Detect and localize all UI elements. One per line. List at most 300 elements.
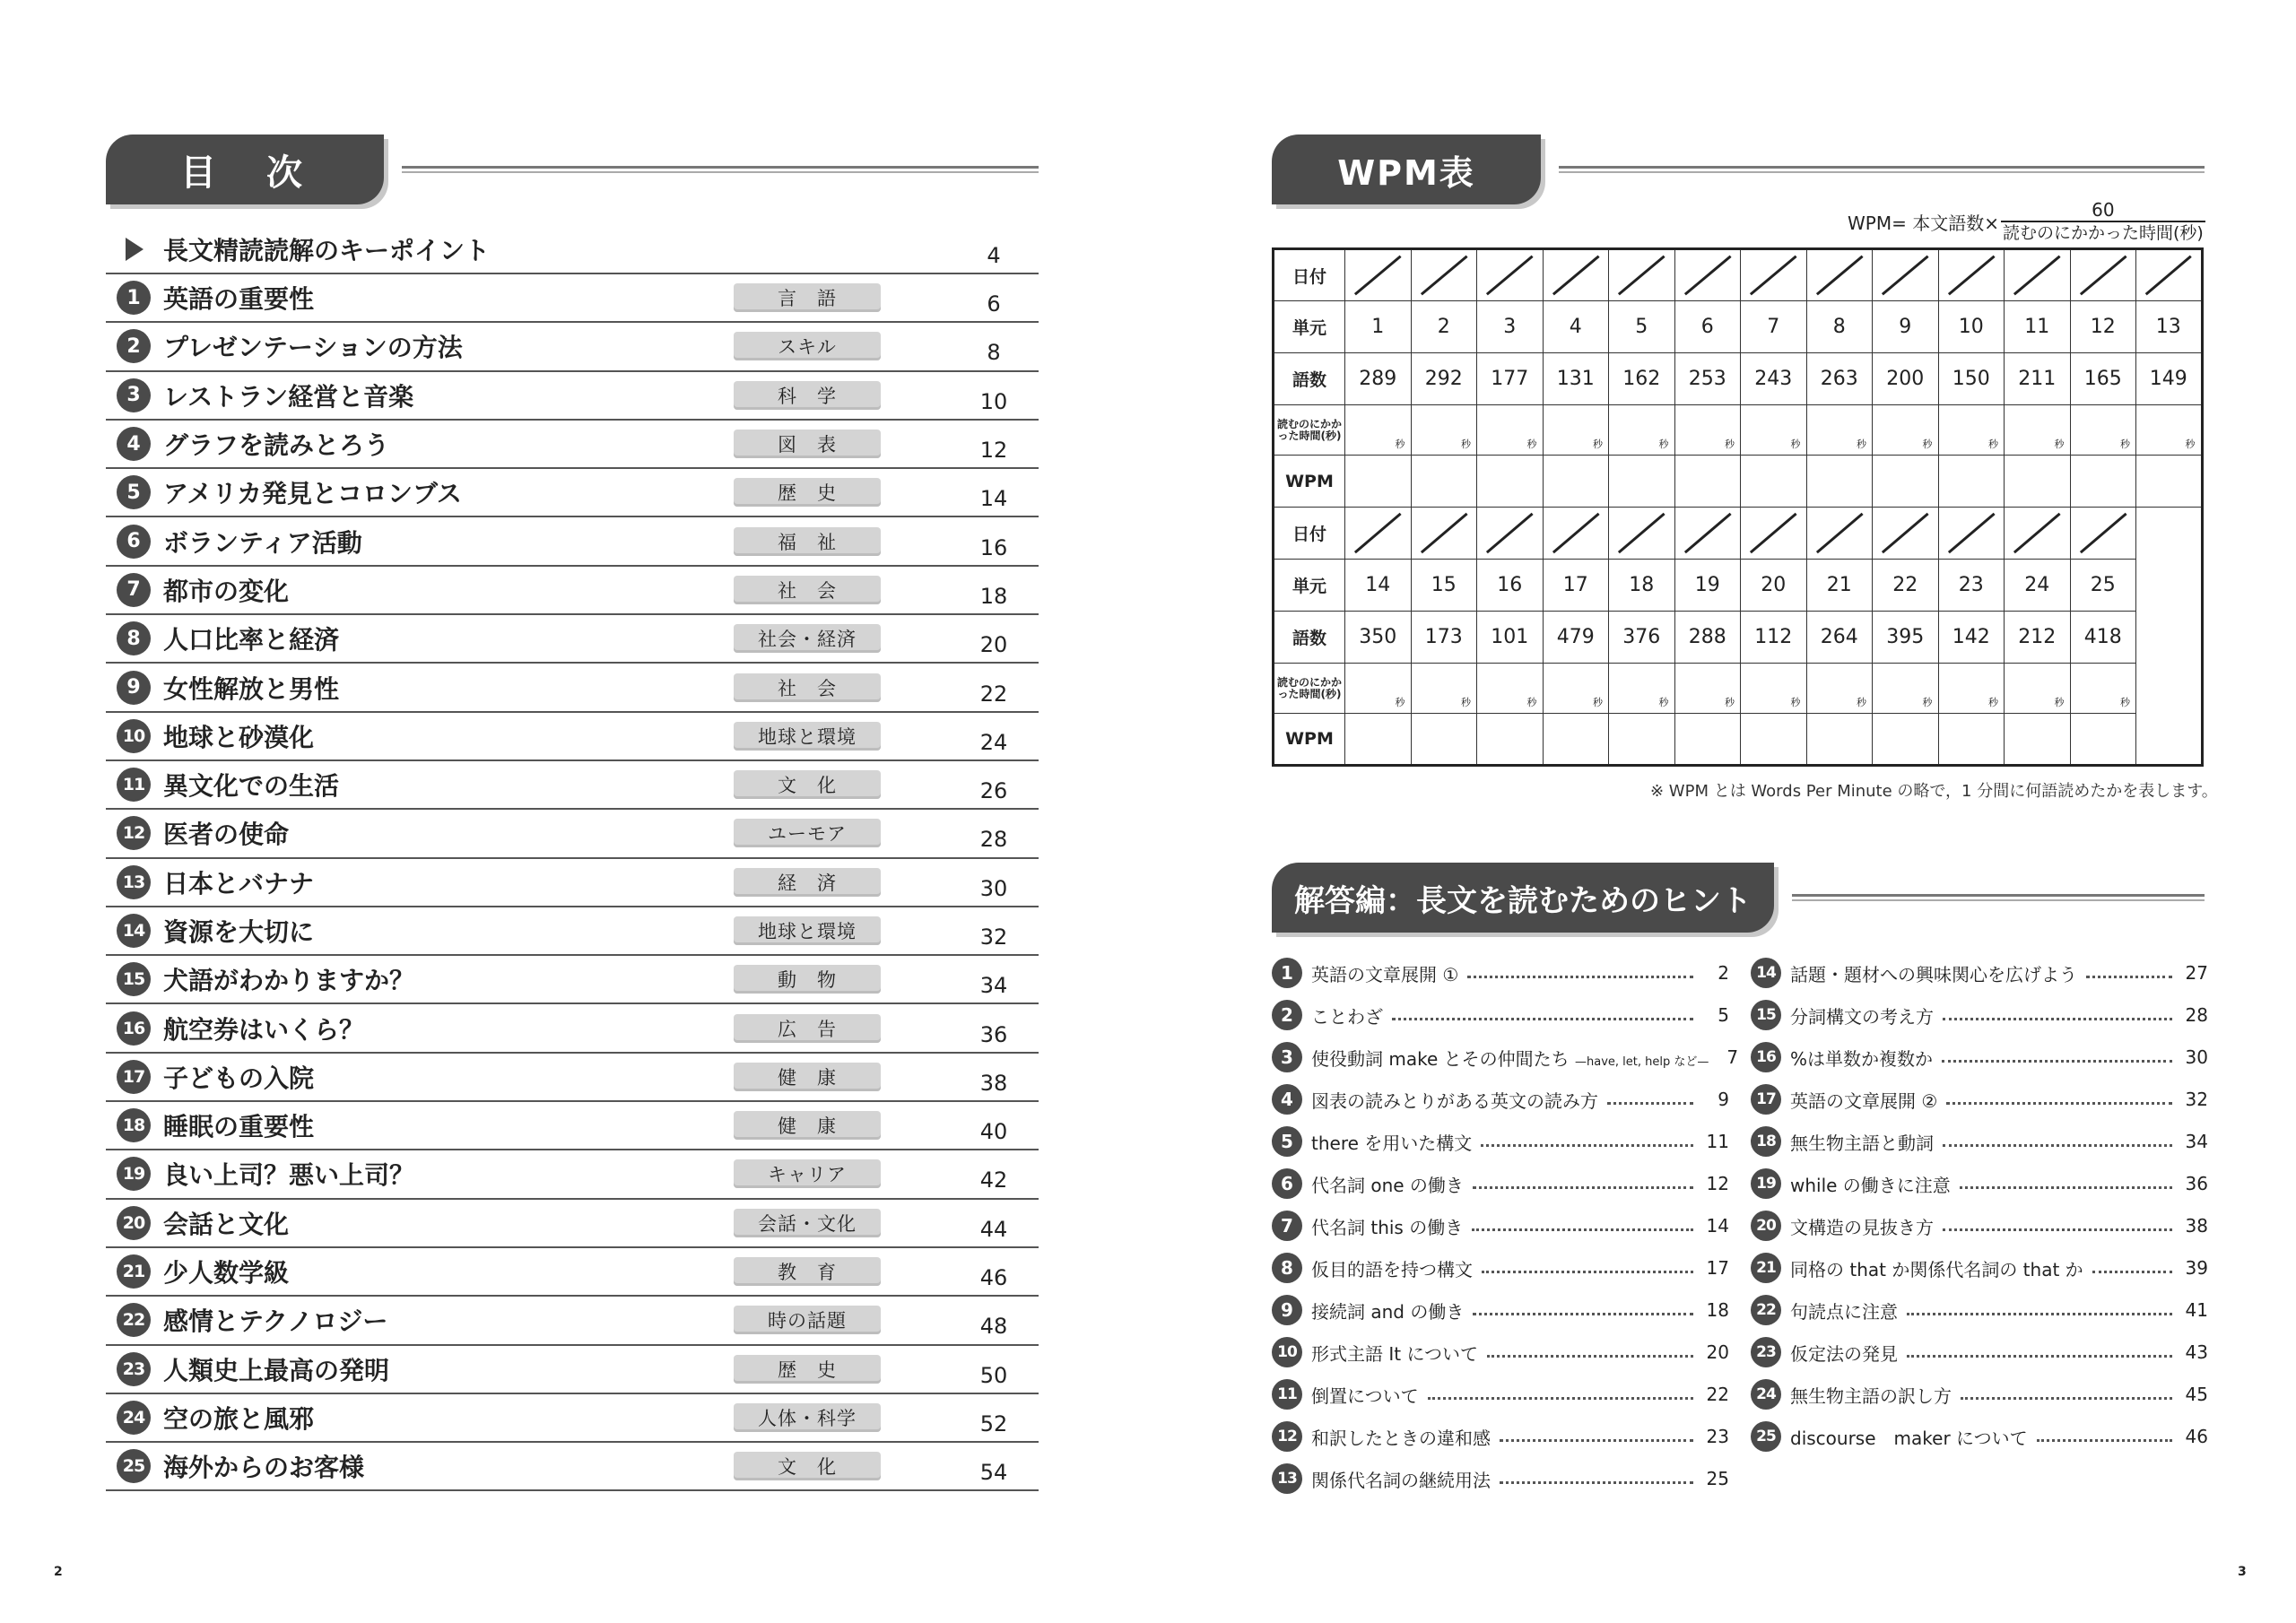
leader-dots: [1943, 1010, 2172, 1020]
toc-row[interactable]: [106, 1004, 1039, 1053]
toc-item-page: 48: [979, 1314, 1008, 1340]
unit-number-badge: 13: [117, 865, 151, 899]
toc-item-tag: 文 化: [734, 770, 881, 799]
date-cell[interactable]: [1609, 508, 1675, 560]
seconds-label: 秒: [1725, 697, 1735, 708]
hint-text-main: 倒置について: [1311, 1384, 1419, 1407]
hint-item[interactable]: [1751, 1079, 2208, 1120]
hint-number-badge: 21: [1751, 1253, 1781, 1283]
hint-page: 41: [2185, 1299, 2208, 1321]
date-cell[interactable]: [1411, 508, 1477, 560]
toc-row[interactable]: [106, 956, 1039, 1004]
unit-number-badge: 16: [117, 1011, 151, 1046]
wpm-row-date: [1274, 508, 2203, 560]
toc-header: [106, 135, 1039, 204]
wpm-cell[interactable]: [1806, 714, 1873, 766]
time-cell[interactable]: [1873, 664, 1939, 714]
toc-item-page: 42: [979, 1167, 1008, 1193]
toc-row[interactable]: [106, 1054, 1039, 1102]
wpm-cell[interactable]: [1806, 456, 1873, 508]
unit-number-badge: 3: [117, 378, 151, 412]
date-cell[interactable]: [1345, 249, 1412, 301]
hint-item[interactable]: [1751, 1247, 2208, 1289]
toc-row[interactable]: [106, 1102, 1039, 1150]
hint-number-badge: 12: [1272, 1421, 1302, 1452]
hint-number-badge: 11: [1272, 1379, 1302, 1410]
unit-cell: 15: [1411, 560, 1477, 612]
toc-row[interactable]: [106, 372, 1039, 421]
date-cell[interactable]: [1345, 508, 1412, 560]
unit-cell: 10: [1938, 301, 2005, 353]
date-cell[interactable]: [2005, 508, 2071, 560]
time-cell[interactable]: [1674, 664, 1741, 714]
time-cell[interactable]: [2070, 664, 2136, 714]
toc-item-title: 犬語がわかりますか？: [163, 966, 415, 996]
hint-item[interactable]: [1272, 1374, 1729, 1415]
hint-text-main: 英語の文章展開 ①: [1311, 963, 1459, 985]
date-cell[interactable]: [1806, 249, 1873, 301]
toc-item-tag: スキル: [734, 332, 881, 360]
hint-item[interactable]: [1751, 994, 2208, 1036]
date-cell[interactable]: [1938, 249, 2005, 301]
leader-dots: [1961, 1389, 2172, 1400]
time-cell[interactable]: [1345, 405, 1412, 456]
time-cell[interactable]: [2005, 405, 2071, 456]
toc-row[interactable]: [106, 567, 1039, 615]
wpm-cell[interactable]: [2136, 456, 2203, 508]
time-cell[interactable]: [1938, 664, 2005, 714]
date-cell[interactable]: [1873, 508, 1939, 560]
wpm-row-label: 日付: [1274, 249, 1345, 301]
hint-text-main: ことわざ: [1311, 1005, 1383, 1028]
unit-cell: 19: [1674, 560, 1741, 612]
leader-dots: [1482, 1263, 1693, 1273]
wpm-row-label: WPM: [1274, 714, 1345, 766]
hint-page: 45: [2185, 1384, 2208, 1405]
hint-number-badge: 23: [1751, 1337, 1781, 1367]
wpm-cell[interactable]: [1345, 456, 1412, 508]
unit-cell: 11: [2005, 301, 2071, 353]
unit-cell: 18: [1609, 560, 1675, 612]
wpm-cell[interactable]: [1609, 714, 1675, 766]
wpm-row-unit: [1274, 301, 2203, 353]
hint-number-badge: 24: [1751, 1379, 1781, 1410]
unit-cell: 21: [1806, 560, 1873, 612]
time-cell[interactable]: [1609, 664, 1675, 714]
toc-item-title: 空の旅と風邪: [163, 1403, 315, 1434]
date-cell[interactable]: [2070, 508, 2136, 560]
hint-text: [1790, 1002, 1934, 1028]
formula-left: WPM= 本文語数×: [1848, 212, 1999, 234]
unit-number-badge: 1: [117, 281, 151, 315]
toc-row[interactable]: [106, 421, 1039, 469]
hint-item[interactable]: [1272, 1416, 1729, 1457]
wpm-row-label: 語数: [1274, 612, 1345, 664]
hint-item[interactable]: [1272, 1121, 1729, 1162]
toc-list: [106, 226, 1039, 1491]
seconds-label: 秒: [1857, 697, 1866, 708]
toc-item-tag: 社 会: [734, 576, 881, 604]
hint-item[interactable]: [1272, 1163, 1729, 1204]
hint-text-main: 和訳したときの違和感: [1311, 1427, 1491, 1449]
unit-number-badge: 15: [117, 962, 151, 996]
word-count-cell: 253: [1674, 353, 1741, 405]
date-cell[interactable]: [1411, 249, 1477, 301]
unit-number-badge: 17: [117, 1060, 151, 1094]
toc-item-title: 海外からのお客様: [163, 1453, 365, 1483]
time-cell[interactable]: [2136, 405, 2203, 456]
time-cell[interactable]: [1411, 664, 1477, 714]
hint-text-small: —have, let, help など—: [1575, 1055, 1709, 1069]
wpm-cell[interactable]: [2005, 456, 2071, 508]
date-cell[interactable]: [1741, 508, 1807, 560]
hint-text: [1311, 1340, 1478, 1366]
hint-page: 18: [1706, 1299, 1729, 1321]
time-cell[interactable]: [1477, 664, 1544, 714]
toc-item-page: 52: [979, 1410, 1008, 1436]
time-cell[interactable]: [2070, 405, 2136, 456]
hint-item[interactable]: [1272, 1332, 1729, 1373]
time-cell[interactable]: [1674, 405, 1741, 456]
unit-number-badge: 2: [117, 329, 151, 363]
hint-number-badge: 5: [1272, 1126, 1302, 1157]
date-cell[interactable]: [1741, 249, 1807, 301]
hint-text-main: 同格の that か関係代名詞の that か: [1790, 1258, 2083, 1280]
date-cell[interactable]: [1543, 508, 1609, 560]
toc-row[interactable]: [106, 1394, 1039, 1443]
word-count-cell: 112: [1741, 612, 1807, 664]
wpm-cell[interactable]: [1477, 456, 1544, 508]
toc-row[interactable]: [106, 1346, 1039, 1394]
hint-text-main: 形式主語 It について: [1311, 1342, 1479, 1365]
wpm-cell[interactable]: [1741, 456, 1807, 508]
date-cell[interactable]: [1674, 508, 1741, 560]
wpm-cell[interactable]: [1477, 714, 1544, 766]
hint-item[interactable]: [1272, 1205, 1729, 1246]
toc-row[interactable]: [106, 1443, 1039, 1491]
header-rule: [1792, 894, 2205, 901]
hint-item[interactable]: [1751, 1121, 2208, 1162]
word-count-cell: 263: [1806, 353, 1873, 405]
toc-row[interactable]: [106, 664, 1039, 712]
hint-text: [1311, 1255, 1473, 1281]
page-number-right: 3: [2238, 1565, 2247, 1579]
wpm-cell[interactable]: [1938, 714, 2005, 766]
wpm-row-wpm: [1274, 714, 2203, 766]
wpm-cell[interactable]: [1873, 714, 1939, 766]
word-count-cell: 149: [2136, 353, 2203, 405]
unit-number-badge: 25: [117, 1449, 151, 1483]
leader-dots: [1943, 1220, 2172, 1231]
hint-text-main: 使役動詞 make とその仲間たち: [1311, 1047, 1570, 1070]
hint-text: [1311, 1213, 1463, 1239]
time-cell[interactable]: [1345, 664, 1412, 714]
wpm-cell[interactable]: [1674, 456, 1741, 508]
toc-item-tag: 歴 史: [734, 478, 881, 507]
toc-item-title: 会話と文化: [163, 1209, 290, 1239]
seconds-label: 秒: [1922, 438, 1933, 450]
hint-item[interactable]: [1272, 994, 1729, 1036]
word-count-cell: 101: [1477, 612, 1544, 664]
hint-item[interactable]: [1272, 1079, 1729, 1120]
hint-item[interactable]: [1272, 952, 1729, 994]
time-cell[interactable]: [1806, 664, 1873, 714]
word-count-cell: 395: [1873, 612, 1939, 664]
seconds-label: 秒: [1593, 697, 1603, 708]
wpm-cell[interactable]: [1674, 714, 1741, 766]
hint-page: 11: [1706, 1131, 1729, 1152]
leader-dots: [1481, 1136, 1693, 1147]
date-cell[interactable]: [1674, 249, 1741, 301]
wpm-row-words: [1274, 353, 2203, 405]
toc-item-title: ボランティア活動: [163, 527, 362, 558]
toc-row[interactable]: [106, 323, 1039, 371]
time-cell[interactable]: [1543, 664, 1609, 714]
wpm-cell[interactable]: [1411, 456, 1477, 508]
hint-text: [1790, 1213, 1934, 1239]
leader-dots: [1500, 1473, 1693, 1484]
toc-item-tag: 社 会: [734, 673, 881, 702]
hint-item[interactable]: [1751, 1163, 2208, 1204]
toc-row[interactable]: [106, 859, 1039, 907]
wpm-cell[interactable]: [1543, 456, 1609, 508]
time-cell[interactable]: [1873, 405, 1939, 456]
hint-item[interactable]: [1751, 1374, 2208, 1415]
date-cell[interactable]: [1873, 249, 1939, 301]
date-cell[interactable]: [1806, 508, 1873, 560]
hint-number-badge: 25: [1751, 1421, 1781, 1452]
word-count-cell: 264: [1806, 612, 1873, 664]
hint-text: [1311, 1171, 1464, 1197]
leader-dots: [1942, 1052, 2172, 1063]
seconds-label: 秒: [1857, 438, 1866, 450]
word-count-cell: 165: [2070, 353, 2136, 405]
wpm-cell[interactable]: [2070, 714, 2136, 766]
hint-number-badge: 6: [1272, 1168, 1302, 1199]
toc-item-tag: 会話・文化: [734, 1209, 881, 1237]
time-cell[interactable]: [2005, 664, 2071, 714]
date-cell[interactable]: [1938, 508, 2005, 560]
toc-item-tag: 図 表: [734, 430, 881, 458]
toc-item-page: 36: [979, 1021, 1008, 1047]
toc-row[interactable]: [106, 469, 1039, 517]
hint-item[interactable]: [1272, 1458, 1729, 1499]
unit-number-badge: 14: [117, 914, 151, 948]
toc-item-page: 46: [979, 1265, 1008, 1291]
toc-item-page: 24: [979, 729, 1008, 755]
toc-row[interactable]: [106, 1297, 1039, 1345]
wpm-row-time: [1274, 664, 2203, 714]
word-count-cell: 350: [1345, 612, 1412, 664]
toc-row[interactable]: [106, 274, 1039, 323]
time-cell[interactable]: [1938, 405, 2005, 456]
unit-cell: 5: [1609, 301, 1675, 353]
toc-item-tag: 社会・経済: [734, 624, 881, 653]
unit-cell: 2: [1411, 301, 1477, 353]
unit-cell: 4: [1543, 301, 1609, 353]
wpm-row-unit: [1274, 560, 2203, 612]
hint-page: 5: [1718, 1004, 1729, 1026]
formula-numerator: 60: [2092, 199, 2115, 221]
toc-item-page: 18: [979, 583, 1008, 609]
date-cell[interactable]: [2005, 249, 2071, 301]
unit-cell: 17: [1543, 560, 1609, 612]
unit-number-badge: 20: [117, 1206, 151, 1240]
toc-item-page: 8: [987, 340, 1001, 366]
hint-item[interactable]: [1751, 1289, 2208, 1331]
hint-text-main: 代名詞 this の働き: [1311, 1216, 1464, 1238]
wpm-formula: [1848, 199, 2205, 244]
unit-cell: 25: [2070, 560, 2136, 612]
word-count-cell: 289: [1345, 353, 1412, 405]
unit-cell: 9: [1873, 301, 1939, 353]
toc-item-page: 16: [979, 534, 1008, 560]
time-cell[interactable]: [1543, 405, 1609, 456]
hint-item[interactable]: [1751, 1332, 2208, 1373]
word-count-cell: 150: [1938, 353, 2005, 405]
date-cell[interactable]: [1477, 249, 1544, 301]
toc-item-title: 異文化での生活: [163, 771, 340, 802]
hint-text: [1311, 1129, 1472, 1155]
word-count-cell: 131: [1543, 353, 1609, 405]
seconds-label: 秒: [1658, 438, 1669, 450]
toc-item-tag: 言 語: [734, 283, 881, 312]
hint-item[interactable]: [1751, 1416, 2208, 1457]
toc-item-page: 44: [979, 1216, 1008, 1242]
toc-item-tag: キャリア: [734, 1159, 881, 1188]
toc-row[interactable]: [106, 615, 1039, 664]
leader-dots: [1907, 1347, 2172, 1358]
seconds-label: 秒: [1790, 697, 1801, 708]
hint-item[interactable]: [1751, 1205, 2208, 1246]
wpm-row-words: [1274, 612, 2203, 664]
wpm-row-label: WPM: [1274, 456, 1345, 508]
word-count-cell: 292: [1411, 353, 1477, 405]
hint-item[interactable]: [1272, 1247, 1729, 1289]
hint-number-badge: 22: [1751, 1295, 1781, 1325]
toc-item-tag: 教 育: [734, 1257, 881, 1286]
toc-item-title: アメリカ発見とコロンブス: [163, 479, 462, 509]
hint-page: 22: [1706, 1384, 1729, 1405]
wpm-cell[interactable]: [2070, 456, 2136, 508]
unit-cell: 8: [1806, 301, 1873, 353]
wpm-cell[interactable]: [1345, 714, 1412, 766]
wpm-cell[interactable]: [1873, 456, 1939, 508]
toc-item-title: 医者の使命: [163, 820, 290, 850]
toc-item-title: 都市の変化: [163, 576, 290, 606]
toc-title: 目 次: [106, 135, 384, 204]
hint-text: [1311, 1466, 1491, 1492]
wpm-cell[interactable]: [1543, 714, 1609, 766]
toc-row[interactable]: [106, 810, 1039, 858]
hint-item[interactable]: [1751, 1037, 2208, 1078]
seconds-label: 秒: [2185, 438, 2196, 450]
leader-dots: [1473, 1305, 1693, 1315]
toc-row[interactable]: [106, 1248, 1039, 1297]
toc-row[interactable]: [106, 907, 1039, 956]
hint-text: [1311, 1002, 1383, 1028]
toc-intro-row[interactable]: [106, 226, 1039, 274]
toc-item-title: 資源を大切に: [163, 917, 315, 947]
unit-cell: 12: [2070, 301, 2136, 353]
hint-text: [1790, 1171, 1951, 1197]
word-count-cell: 211: [2005, 353, 2071, 405]
seconds-label: 秒: [2054, 438, 2065, 450]
seconds-label: 秒: [1593, 438, 1603, 450]
hint-text-main: while の働きに注意: [1790, 1174, 1951, 1196]
blank-cell: [2136, 508, 2203, 766]
wpm-cell[interactable]: [1741, 714, 1807, 766]
hint-text: [1790, 1255, 2083, 1281]
time-cell[interactable]: [1806, 405, 1873, 456]
toc-item-title: 女性解放と男性: [163, 673, 340, 704]
hint-item[interactable]: [1751, 952, 2208, 994]
seconds-label: 秒: [1461, 438, 1471, 450]
seconds-label: 秒: [2120, 697, 2130, 708]
hint-text: [1790, 1424, 2028, 1450]
word-count-cell: 376: [1609, 612, 1675, 664]
hint-text: [1790, 1129, 1934, 1155]
date-cell[interactable]: [2136, 249, 2203, 301]
hint-number-badge: 16: [1751, 1042, 1781, 1072]
wpm-row-label: 単元: [1274, 560, 1345, 612]
hint-page: 32: [2185, 1089, 2208, 1110]
toc-row[interactable]: [106, 1200, 1039, 1248]
toc-item-page: 14: [979, 486, 1008, 512]
time-cell[interactable]: [1411, 405, 1477, 456]
hint-item[interactable]: [1272, 1037, 1739, 1078]
toc-item-tag: 健 康: [734, 1063, 881, 1091]
hint-text: [1311, 1424, 1491, 1450]
hint-text: [1790, 1087, 1937, 1113]
wpm-row-label: 単元: [1274, 301, 1345, 353]
date-cell[interactable]: [1609, 249, 1675, 301]
wpm-row-label: 読むのにかかった時間(秒): [1274, 405, 1345, 456]
toc-item-tag: 動 物: [734, 965, 881, 994]
date-cell[interactable]: [1477, 508, 1544, 560]
wpm-header: [1272, 135, 2205, 204]
word-count-cell: 479: [1543, 612, 1609, 664]
date-cell[interactable]: [2070, 249, 2136, 301]
toc-row[interactable]: [106, 517, 1039, 566]
date-cell[interactable]: [1543, 249, 1609, 301]
unit-cell: 20: [1741, 560, 1807, 612]
hint-text: [1311, 960, 1458, 986]
wpm-cell[interactable]: [1938, 456, 2005, 508]
wpm-cell[interactable]: [1609, 456, 1675, 508]
wpm-row-label: 読むのにかかった時間(秒): [1274, 664, 1345, 714]
unit-number-badge: 12: [117, 816, 151, 850]
toc-item-tag: 福 祉: [734, 527, 881, 556]
hint-page: 12: [1706, 1173, 1729, 1194]
unit-number-badge: 10: [117, 719, 151, 753]
time-cell[interactable]: [1477, 405, 1544, 456]
hint-page: 39: [2185, 1257, 2208, 1279]
leader-dots: [1487, 1347, 1693, 1358]
toc-row[interactable]: [106, 1150, 1039, 1199]
toc-row[interactable]: [106, 713, 1039, 761]
wpm-table: [1272, 247, 2204, 767]
wpm-cell[interactable]: [2005, 714, 2071, 766]
hints-title: 解答編：長文を読むためのヒント: [1272, 863, 1774, 933]
seconds-label: 秒: [1988, 438, 1998, 450]
time-cell[interactable]: [1741, 405, 1807, 456]
time-cell[interactable]: [1741, 664, 1807, 714]
toc-row[interactable]: [106, 761, 1039, 810]
wpm-cell[interactable]: [1411, 714, 1477, 766]
time-cell[interactable]: [1609, 405, 1675, 456]
hint-item[interactable]: [1272, 1289, 1729, 1331]
